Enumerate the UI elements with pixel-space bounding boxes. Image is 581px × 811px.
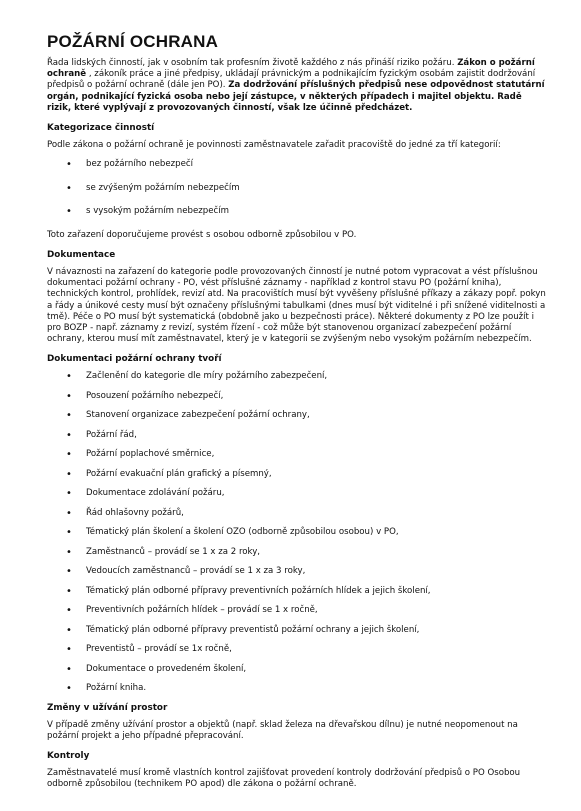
controls-paragraph: Zaměstnavatelé musí kromě vlastních kontrol zajišťovat provedení kontroly dodržování předpisů o PO Osobou odborně způsobilou (technikem PO apod) dle zákona o požární ochraně. <box>47 768 521 790</box>
list-item: • Vedoucích zaměstnanců – provádí se 1 x za 3 roky, <box>47 566 547 577</box>
list-item: • Preventivních požárních hlídek – provádí se 1 x ročně, <box>47 605 547 616</box>
list-item: • Preventistů – provádí se 1x ročně, <box>47 644 547 655</box>
categorization-heading: Kategorizace činností <box>47 123 155 134</box>
list-item: • Požární poplachové směrnice, <box>47 449 547 460</box>
intro-paragraph <box>47 58 547 114</box>
controls-heading: Kontroly <box>47 751 90 762</box>
list-item: • Tématický plán odborné přípravy preventivních požárních hlídek a jejich školení, <box>47 586 547 597</box>
list-item: • bez požárního nebezpečí <box>47 159 547 170</box>
documentation-heading: Dokumentace <box>47 249 116 260</box>
doc-items-heading: Dokumentaci požární ochrany tvoří <box>47 354 222 365</box>
list-item: • Dokumentace o provedeném školení, <box>47 664 547 675</box>
doc-items-list <box>47 371 547 694</box>
intro-bold-b: Za dodržování příslušných předpisů nese odpovědnost statutární orgán, podnikající fyzická osoba nebo její zástupce, v některých případech i majitel objektu. Radě rizik, které vyplývají z provozovaných činností, však lze účinně předcházet. <box>47 80 545 113</box>
change-paragraph: V případě změny užívání prostor a objektů (např. sklad železa na dřevařskou dílnu) je nutné neopomenout na požární projekt a jeho případné přepracování. <box>47 719 518 742</box>
list-item: • se zvýšeným požárním nebezpečím <box>47 183 547 194</box>
list-item: • Posouzení požárního nebezpečí, <box>47 391 547 402</box>
documentation-paragraph: V návaznosti na zařazení do kategorie podle provozovaných činností je nutné potom vypracovat a vést příslušnou dokumentaci požární ochrany - PO, vést příslušné záznamy - například z kontrol stavu PO (požární kniha), technických kontrol, prohlídek, revizí atd. Na pracovištích musí být vyvěšeny příslušné příkazy a zákazy popř. pokyn a řády a únikové cesty musí být označeny příslušnými tabulkami (dnes musí být viditelné i při snížené viditelnosti a tmě). Péče o PO musí být systematická (obdobně jako u bezpečnosti práce). Některé dokumenty z PO lze použít i pro BOZP - např. záznamy z revizí, systém řízení - což může být stanovenou organizací zabezpečení požární ochrany, kterou musí mít zaměstnavatel, který je v kategorii se zvýšeným nebo vysokým požárním nebezpečím. <box>47 266 546 345</box>
list-item: • Požární evakuační plán grafický a písemný, <box>47 469 547 480</box>
list-item: • Řád ohlašovny požárů, <box>47 508 547 519</box>
list-item: • Tématický plán odborné přípravy preventistů požární ochrany a jejich školení, <box>47 625 547 636</box>
list-item: • Dokumentace zdolávání požáru, <box>47 488 547 499</box>
category-list <box>47 159 547 217</box>
list-item: • Zaměstnanců – provádí se 1 x za 2 roky, <box>47 547 547 558</box>
list-item: • Začlenění do kategorie dle míry požárního zabezpečení, <box>47 371 547 382</box>
page-title: POŽÁRNÍ OCHRANA <box>47 32 219 51</box>
change-heading: Změny v užívání prostor <box>47 702 168 713</box>
list-item: • s vysokým požárním nebezpečím <box>47 206 547 217</box>
intro-text-b: , zákoník práce a jiné předpisy, ukládají právnickým a podnikajícím fyzickým osobám zajistit dodržování předpisů o požární ochraně (dále jen PO). <box>47 69 536 91</box>
list-item: • Stanovení organizace zabezpečení požární ochrany, <box>47 410 547 421</box>
list-item: • Tématický plán školení a školení OZO (odborně způsobilou osobou) v PO, <box>47 527 547 538</box>
categorization-note: Toto zařazení doporučujeme provést s osobou odborně způsobilou v PO. <box>47 229 357 240</box>
intro-bold-a: Zákon o požární ochraně <box>47 58 535 80</box>
list-item: • Požární kniha. <box>47 683 547 694</box>
list-item: • Požární řád, <box>47 430 547 441</box>
document-page <box>47 32 547 791</box>
categorization-lead: Podle zákona o požární ochraně je povinnosti zaměstnavatele zařadit pracoviště do jedné za tří kategorií: <box>47 140 501 151</box>
intro-text-a: Řada lidských činností, jak v osobním tak profesním životě každého z nás přináší riziko požáru. <box>47 58 458 68</box>
